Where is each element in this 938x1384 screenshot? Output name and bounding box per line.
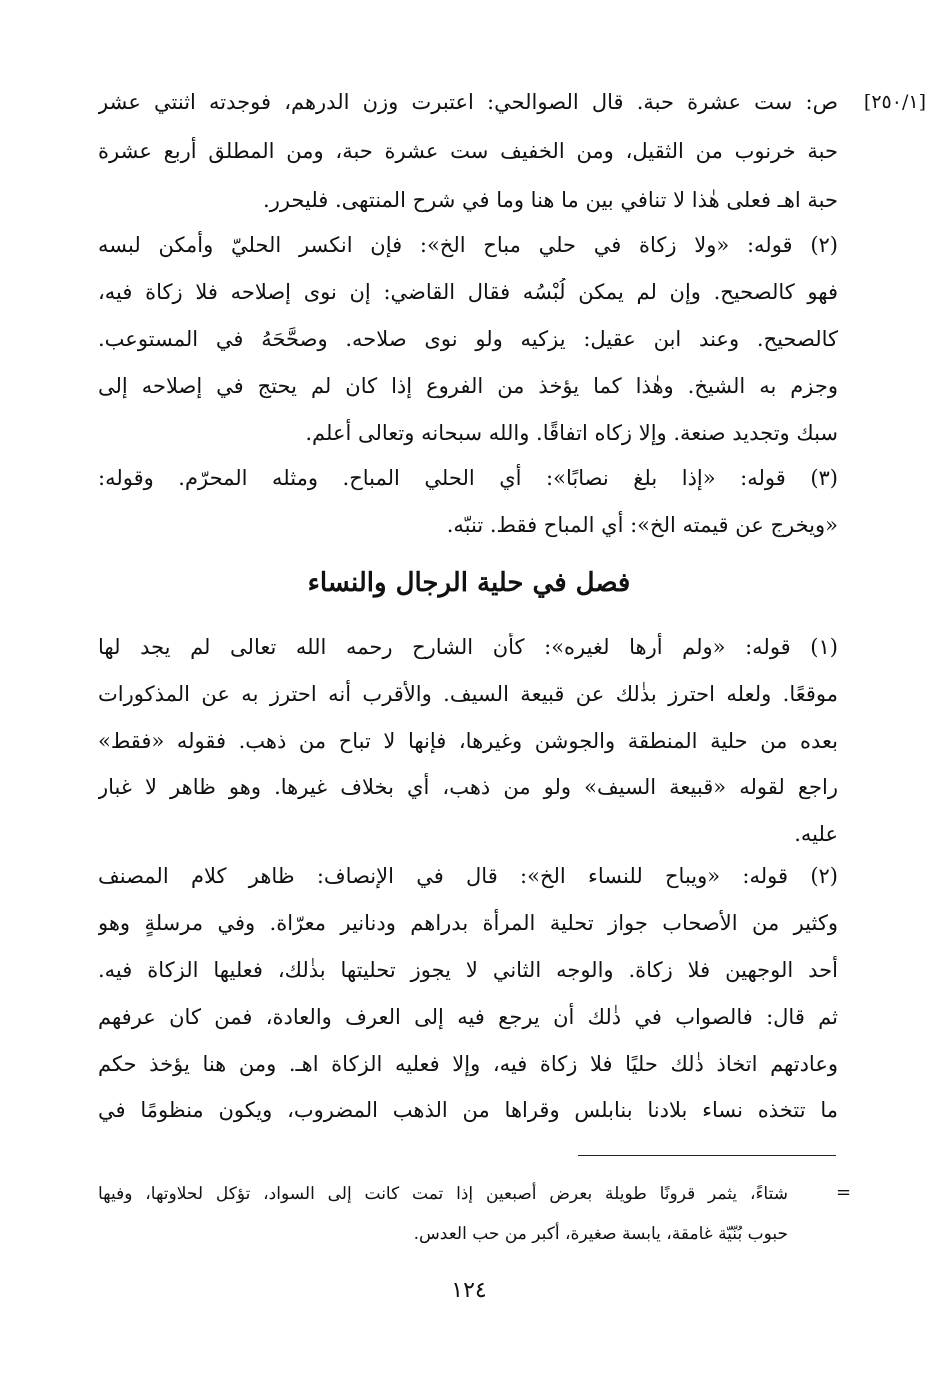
footnote-divider [578,1155,836,1156]
text-line: وجزم به الشيخ. وهٰذا كما يؤخذ من الفروع إذا كان لم يحتج في إصلاحه إلى [98,374,838,398]
text-line: وكثير من الأصحاب جواز تحلية المرأة بدراهم ودنانير معرّاة. وفي مرسلةٍ وهو [98,911,838,935]
text-line: بعده من حلية المنطقة والجوشن وغيرها، فإنها لا تباح من ذهب. فقوله «فقط» [98,729,838,753]
text-line: ثم قال: فالصواب في ذٰلك أن يرجع فيه إلى العرف والعادة، فمن كان عرفهم [98,1005,838,1029]
text-line: فهو كالصحيح. وإن لم يمكن لُبْسُه فقال القاضي: إن نوى إصلاحه فلا زكاة فيه، [98,280,838,304]
text-line: أحد الوجهين فلا زكاة. والوجه الثاني لا يجوز تحليتها بذٰلك، فعليها الزكاة فيه. [98,958,838,982]
page-reference: [٢٥٠/١] [863,91,926,113]
text-line: راجع لقوله «قبيعة السيف» ولو من ذهب، أي بخلاف غيرها. وهو ظاهر لا غبار [98,775,838,799]
text-line: (١) قوله: «ولم أرها لغيره»: كأن الشارح رحمه الله تعالى لم يجد لها [98,635,838,659]
text-line: عليه. [794,822,838,846]
footnote-line: حبوب بُنّيّة غامقة، يابسة صغيرة، أكبر من حب العدس. [413,1224,788,1244]
footnote-line: شتاءً، يثمر قرونًا طويلة بعرض أصبعين إذا تمت كانت إلى السواد، تؤكل لحلاوتها، وفيها [98,1184,788,1204]
text-line: ص: ست عشرة حبة. قال الصوالحي: اعتبرت وزن الدرهم، فوجدته اثنتي عشر [98,90,838,114]
section-heading: فصل في حلية الرجال والنساء [307,568,631,598]
text-line: كالصحيح. وعند ابن عقيل: يزكيه ولو نوى صلاحه. وصحَّحَهُ في المستوعب. [98,327,838,351]
text-line: (٢) قوله: «ولا زكاة في حلي مباح الخ»: فإن انكسر الحليّ وأمكن لبسه [98,233,838,257]
text-line: (٣) قوله: «إذا بلغ نصابًا»: أي الحلي المباح. ومثله المحرّم. وقوله: [98,466,838,490]
text-line: «ويخرج عن قيمته الخ»: أي المباح فقط. تنبّه. [446,513,838,537]
text-line: حبة خرنوب من الثقيل، ومن الخفيف ست عشرة حبة، ومن المطلق أربع عشرة [98,139,838,163]
footnote-continuation-marker: = [836,1182,852,1203]
text-line: سبك وتجديد صنعة. وإلا زكاه اتفاقًا. والله سبحانه وتعالى أعلم. [305,421,838,445]
page-number: ١٢٤ [451,1278,487,1303]
text-line: موقعًا. ولعله احترز بذٰلك عن قبيعة السيف. والأقرب أنه احترز به عن المذكورات [98,682,838,706]
text-line: وعادتهم اتخاذ ذٰلك حليًا فلا زكاة فيه، وإلا فعليه الزكاة اهـ. ومن هنا يؤخذ حكم [98,1052,838,1076]
text-line: (٢) قوله: «ويباح للنساء الخ»: قال في الإنصاف: ظاهر كلام المصنف [98,864,838,888]
text-line: حبة اهـ فعلى هٰذا لا تنافي بين ما هنا وما في شرح المنتهى. فليحرر. [263,188,838,212]
text-line: ما تتخذه نساء بلادنا بنابلس وقراها من الذهب المضروب، ويكون منظومًا في [98,1098,838,1122]
